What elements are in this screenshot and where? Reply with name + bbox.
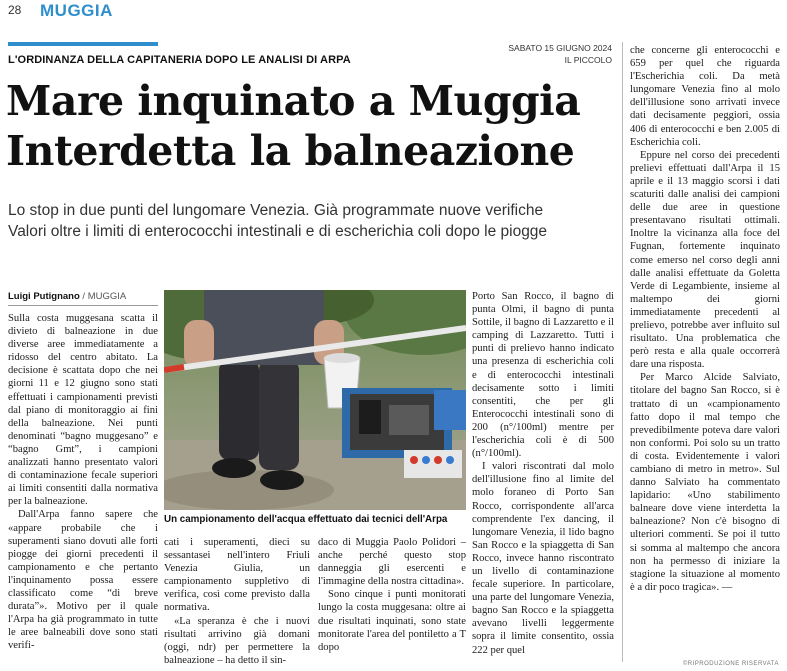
paragraph: Eppure nel corso dei precedenti prelievi effettuati dall'Arpa il 15 aprile e il 13 maggio scorsi i dati scaturiti dalle analisi dei campioni delle due aree in questione presentavano risultati ottimali. Inoltre la vicinanza alla foce del Fugnan, fortemente inquinato come emerso nel corso degli anni dalle analisi effettuate da Goletta Verde di Legambiente, insieme al maltempo dei giorni immediatamente precedenti al prelievo, potrebbe aver influito sul risultato. Una problematica che però resta e alla quale occorrerà dare una risposta. xyxy=(630,149,780,371)
paragraph: daco di Muggia Paolo Polidori – anche perché questo stop danneggia gli esercenti e l'immagine della nostra cittadina». xyxy=(318,537,466,588)
paragraph: «La speranza è che i nuovi risultati arrivino già domani (oggi, ndr) per permettere la balneazione – ha detto il sin- xyxy=(164,615,310,666)
water-sampling-image xyxy=(164,290,466,510)
paragraph: Per Marco Alcide Salviato, titolare del bagno San Rocco, si è trattato di un «campionamento fatto dopo il mal tempo che prevedibilmente poteva dare valori non conformi. Poi solo su un tratto di costa. Evidentemente i valori cambiano di metro in metro». Sul danno Salviato ha commentato lapidario: «Uno stabilimento balneare dove viene interdetta la balneazione? Non c'è bisogno di ulteriori commenti. Se poi il tutto si somma al maltempo che ancora non ha permesso di iniziare la stagione la situazione al momento è a dir poco tragica». — xyxy=(630,372,780,593)
paragraph: cati i superamenti, dieci su sessantasei nell'intero Friuli Venezia Giulia, un campionamento suppletivo di verifica, così come previsto dalla normativa. xyxy=(164,537,310,614)
section-name: MUGGIA xyxy=(40,1,113,20)
subhead xyxy=(8,200,620,242)
photo-caption: Un campionamento dell'acqua effettuato dai tecnici dell'Arpa xyxy=(164,514,448,525)
dateline-paper: IL PICCOLO xyxy=(564,55,612,65)
byline: Luigi Putignano / MUGGIA xyxy=(8,291,158,306)
paragraph: che concerne gli enterococchi e 659 per quel che riguarda l'Escherichia coli. Da metà lungomare Venezia fino al molo dell'illusione sono arrivati invece dati decisamente peggiori, ossia 406 di enterococchi e ben 2.005 di Escherichia coli. xyxy=(630,45,780,148)
subhead-line-1: Lo stop in due punti del lungomare Venezia. Già programmate nuove verifiche xyxy=(8,202,544,219)
paragraph: I valori riscontrati dal molo dell'illusione fino al limite del molo foraneo di Porto San Rocco, corrispondente all'arca comprendente l'ex dancing, il lungomare Venezia, il lido bagno San Rocco e la spiaggetta di San Rocco, invece hanno riscontrato un livello di contaminazione fecale superiore. In particolare, una parte del lungomare Venezia, bagno San Rocco e la spiaggetta avevano livelli leggermente sopra il limite consentito, ossia 222 per quel xyxy=(472,461,614,656)
paragraph: Porto San Rocco, il bagno di punta Olmi, il bagno di punta Sottile, il bagno di Lazzaretto e il camping di Lazzaretto. Tutti i punti di prelievo hanno indicato una presenza di escherichia coli e di enterococchi intestinali decisamente sotto i limiti consentiti, che per gli Enterococchi intestinali sono di 200 (n°/100ml) mentre per l'escherichia coli è di 500 (n°/100ml). xyxy=(472,291,614,460)
kicker: L'ORDINANZA DELLA CAPITANERIA DOPO LE ANALISI DI ARPA xyxy=(8,54,351,66)
paragraph: Sono cinque i punti monitorati lungo la costa muggesana: oltre ai due risultati inquinati, sono state monitorate l'area del pontiletto a T dopo xyxy=(318,589,466,653)
article-column-3 xyxy=(318,536,466,654)
article-column-5 xyxy=(630,44,780,594)
byline-author: Luigi Putignano xyxy=(8,291,80,302)
paragraph: Dall'Arpa fanno sapere che «appare probabile che i superamenti siano dovuti alle forti piogge dei giorni precedenti il campionamento e che pertanto l'inquinamento possa essere classificato come “di breve durata”». Motivo per il quale l'Arpa ha già programmato in tutte le aree balneabili dove sono stati verifi- xyxy=(8,509,158,652)
article-column-1 xyxy=(8,312,158,652)
dateline xyxy=(500,42,612,66)
dateline-date: SABATO 15 GIUGNO 2024 xyxy=(508,43,612,53)
column-divider xyxy=(622,42,623,662)
subhead-line-2: Valori oltre i limiti di enterococchi intestinali e di escherichia coli dopo le piogge xyxy=(8,223,548,240)
copyright-notice: ©RIPRODUZIONE RISERVATA xyxy=(682,661,779,667)
headline-line-1: Mare inquinato a Muggia xyxy=(6,77,581,125)
kicker-rule xyxy=(8,42,158,46)
headline-line-2: Interdetta la balneazione xyxy=(6,127,575,175)
byline-location: MUGGIA xyxy=(87,291,127,302)
article-column-4 xyxy=(472,290,614,657)
paragraph: Sulla costa muggesana scatta il divieto di balneazione in due diverse aree immediatamente a ridosso del centro abitato. La decisione è scattata dopo che nei giorni 11 e 12 giugno sono stati effettuati i campionamenti previsti dal piano di monitoraggio ai fini della balneazione. Nei punti denominati “bagno muggesano” e “bagno Gmt”, i campioni analizzati hanno presentato valori di contaminazione fecale superiori ai limiti consentiti dalla normativa per la balneazione. xyxy=(8,313,158,508)
headline xyxy=(6,76,616,176)
article-column-2 xyxy=(164,536,310,667)
news-photo xyxy=(164,290,466,510)
page-number: 28 xyxy=(8,3,22,17)
